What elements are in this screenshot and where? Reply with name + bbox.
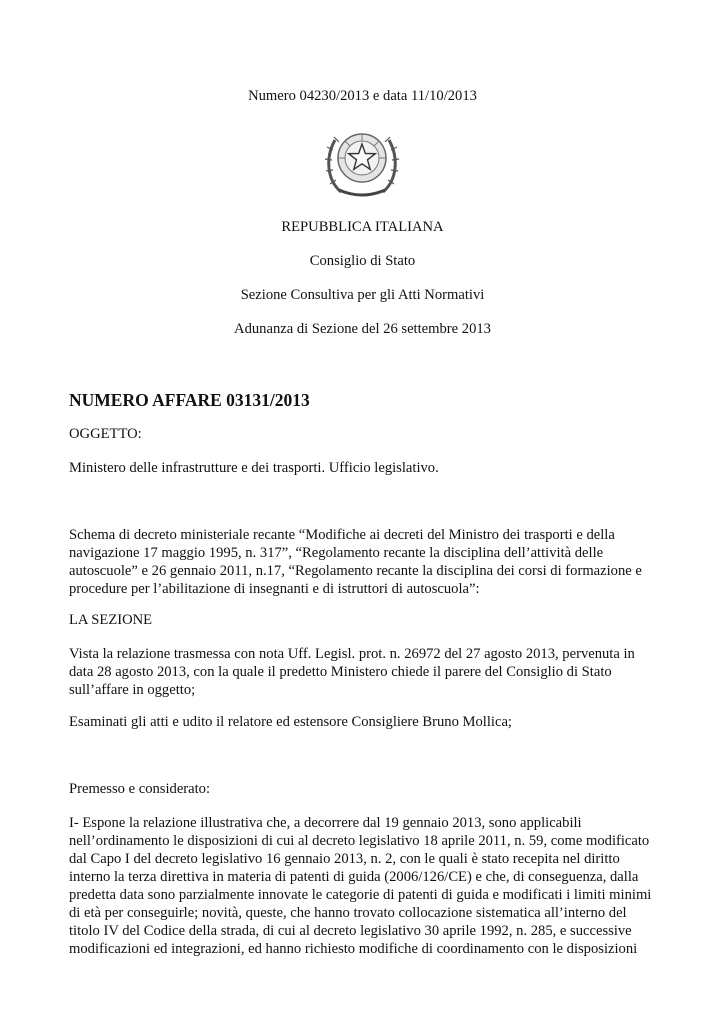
vista-paragraph: Vista la relazione trasmessa con nota Uff. Legisl. prot. n. 26972 del 27 agosto 2013, pervenuta in data 28 agosto 2013, con la quale il predetto Ministero chiede il parere del Consiglio di Stato sull’affare in oggetto;: [69, 646, 635, 698]
oggetto-label: OGGETTO:: [69, 426, 142, 442]
section-name: Sezione Consultiva per gli Atti Normativi: [240, 287, 485, 303]
schema-paragraph: Schema di decreto ministeriale recante “Modifiche ai decreti del Ministro dei trasporti e della navigazione 17 maggio 1995, n. 317”, “Regolamento recante la disciplina dell’attività delle autoscuole” e 26 gennaio 2011, n.17, “Regolamento recante la disciplina dei corsi di formazione e procedure per l’abilitazione di insegnanti e di istruttori di autoscuola”:: [69, 527, 642, 597]
republic-emblem-icon: [319, 120, 405, 200]
premesso-line: Premesso e considerato:: [69, 781, 211, 797]
republic-heading: REPUBBLICA ITALIANA: [281, 219, 444, 235]
esaminati-paragraph: Esaminati gli atti e udito il relatore ed estensore Consigliere Bruno Mollica;: [69, 714, 512, 730]
council-name: Consiglio di Stato: [309, 253, 416, 269]
affare-number: NUMERO AFFARE 03131/2013: [69, 390, 310, 410]
meeting-date: Adunanza di Sezione del 26 settembre 2013: [234, 321, 491, 337]
protocol-number: Numero 04230/2013 e data 11/10/2013: [248, 88, 477, 104]
ministry-line: Ministero delle infrastrutture e dei trasporti. Ufficio legislativo.: [69, 460, 439, 476]
paragraph-i: I- Espone la relazione illustrativa che, a decorrere dal 19 gennaio 2013, sono applicabili nell’ordinamento le disposizioni di cui al decreto legislativo 18 aprile 2011, n. 59, come modificato dal Capo I del decreto legislativo 16 gennaio 2013, n. 2, con le quali è stato recepita nel diritto interno la terza direttiva in materia di patenti di guida (2006/126/CE) e che, di conseguenza, dalla predetta data sono parzialmente innovate le categorie di patenti di guida e modificati i limiti minimi di età per conseguirle; novità, queste, che hanno trovato collocazione sistematica all’interno del titolo IV del Codice della strada, di cui al decreto legislativo 30 aprile 1992, n. 285, e successive modificazioni ed integrazioni, ed hanno richiesto modifiche di coordinamento con le disposizioni: [69, 815, 652, 957]
section-title: LA SEZIONE: [69, 612, 153, 628]
